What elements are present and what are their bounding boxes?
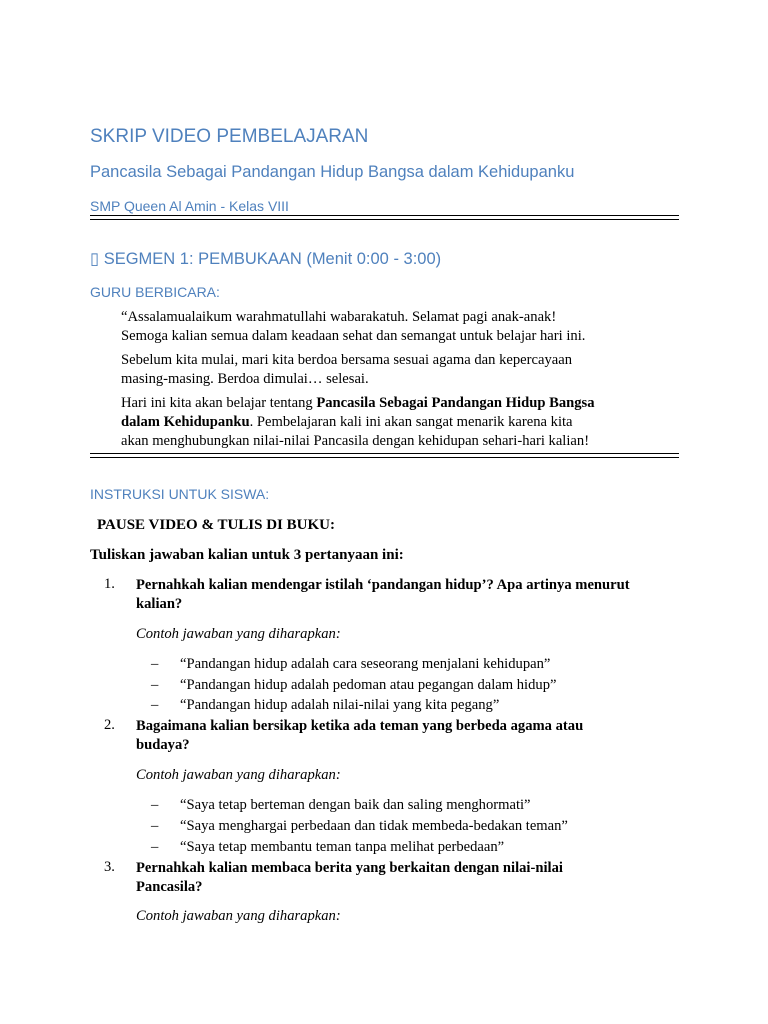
example-answer-label: Contoh jawaban yang diharapkan: <box>136 908 341 924</box>
example-answer: “Pandangan hidup adalah nilai-nilai yang kita pegang” <box>180 697 500 713</box>
paragraph-greeting <box>121 308 661 346</box>
segment-divider <box>90 453 679 458</box>
header-divider <box>90 215 679 220</box>
paragraph-prayer <box>121 351 661 389</box>
topic-continuation-text: . Pembelajaran kali ini akan sangat menarik karena kita <box>249 414 573 430</box>
paragraph-line: “Assalamualaikum warahmatullahi wabarakatuh. Selamat pagi anak-anak! <box>121 309 557 325</box>
list-dash: – <box>151 818 159 834</box>
questions-lead: Tuliskan jawaban kalian untuk 3 pertanyaan ini: <box>90 547 404 563</box>
paragraph-line <box>121 413 661 432</box>
question-text <box>136 859 681 897</box>
paragraph-line: masing-masing. Berdoa dimulai… selesai. <box>121 371 369 387</box>
question-text <box>136 576 681 614</box>
question-line: Bagaimana kalian bersikap ketika ada teman yang berbeda agama atau <box>136 718 584 734</box>
list-dash: – <box>151 839 159 855</box>
example-answer: “Saya tetap berteman dengan baik dan saling menghormati” <box>180 797 531 813</box>
missing-glyph-icon: ▯ <box>90 250 100 268</box>
segment-title: SEGMEN 1: PEMBUKAAN (Menit 0:00 - 3:00) <box>103 250 442 268</box>
question-number: 3. <box>104 859 115 875</box>
list-dash: – <box>151 677 159 693</box>
school-class-label: SMP Queen Al Amin - Kelas VIII <box>90 198 289 214</box>
question-line: Pernahkah kalian mendengar istilah ‘pandangan hidup’? Apa artinya menurut <box>136 577 630 593</box>
example-answer-label: Contoh jawaban yang diharapkan: <box>136 626 341 642</box>
question-line: Pancasila? <box>136 879 203 895</box>
topic-title-part1: Pancasila Sebagai Pandangan Hidup Bangsa <box>316 395 595 411</box>
paragraph-line <box>121 394 661 413</box>
document-subtitle: Pancasila Sebagai Pandangan Hidup Bangsa dalam Kehidupanku <box>90 163 575 181</box>
segment-heading <box>90 249 441 269</box>
paragraph-topic <box>121 394 661 451</box>
example-answer: “Saya tetap membantu teman tanpa melihat perbedaan” <box>180 839 505 855</box>
list-dash: – <box>151 697 159 713</box>
question-text <box>136 717 681 755</box>
pause-instruction: PAUSE VIDEO & TULIS DI BUKU: <box>97 517 335 533</box>
example-answer: “Pandangan hidup adalah pedoman atau pegangan dalam hidup” <box>180 677 557 693</box>
example-answer: “Saya menghargai perbedaan dan tidak membeda-bedakan teman” <box>180 818 568 834</box>
paragraph-line: akan menghubungkan nilai-nilai Pancasila dengan kehidupan sehari-hari kalian! <box>121 433 590 449</box>
instructions-heading: INSTRUKSI UNTUK SISWA: <box>90 486 270 502</box>
paragraph-line: Semoga kalian semua dalam keadaan sehat dan semangat untuk belajar hari ini. <box>121 328 586 344</box>
topic-title-part2: dalam Kehidupanku <box>121 414 250 430</box>
question-number: 1. <box>104 576 115 592</box>
question-line: budaya? <box>136 737 190 753</box>
question-line: Pernahkah kalian membaca berita yang berkaitan dengan nilai-nilai <box>136 860 563 876</box>
question-line: kalian? <box>136 596 183 612</box>
topic-intro-text: Hari ini kita akan belajar tentang <box>121 395 317 411</box>
document-title: SKRIP VIDEO PEMBELAJARAN <box>90 126 369 147</box>
example-answer-label: Contoh jawaban yang diharapkan: <box>136 767 341 783</box>
paragraph-line: Sebelum kita mulai, mari kita berdoa bersama sesuai agama dan kepercayaan <box>121 352 573 368</box>
question-number: 2. <box>104 717 115 733</box>
list-dash: – <box>151 656 159 672</box>
list-dash: – <box>151 797 159 813</box>
example-answer: “Pandangan hidup adalah cara seseorang menjalani kehidupan” <box>180 656 551 672</box>
speaker-label: GURU BERBICARA: <box>90 284 220 300</box>
